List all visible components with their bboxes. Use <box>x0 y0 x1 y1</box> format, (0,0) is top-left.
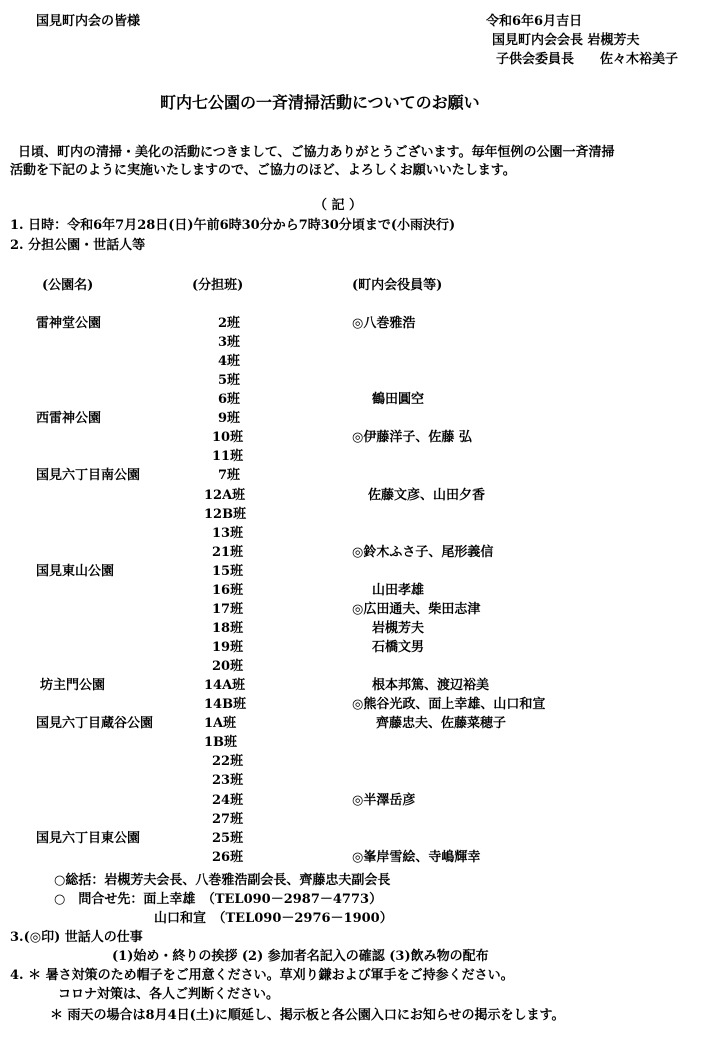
han-number: 5班 <box>218 373 241 389</box>
table-row <box>0 562 720 581</box>
officer-names: 石橋文男 <box>372 640 425 656</box>
table-row <box>0 505 720 524</box>
han-number: 24班 <box>212 792 244 808</box>
han-number: 17班 <box>212 601 244 617</box>
table-row <box>0 676 720 695</box>
officer-names: 鶴田圓空 <box>372 392 425 408</box>
officer-names: ◎広田通夫、柴田志津 <box>352 601 481 617</box>
table-row <box>0 752 720 771</box>
table-row <box>0 810 720 829</box>
table-row <box>0 524 720 543</box>
park-name: 雷神堂公園 <box>36 316 102 331</box>
officer-names: 山田孝雄 <box>372 582 425 598</box>
ki-heading: （ 記 ） <box>314 198 363 213</box>
han-number: 16班 <box>212 582 244 598</box>
table-row <box>0 791 720 810</box>
issue-date: 令和6年6月吉日 <box>486 14 583 29</box>
officer-names: 岩槻芳夫 <box>372 620 425 636</box>
han-number: 9班 <box>218 411 241 427</box>
table-row <box>0 638 720 657</box>
officer-names: 根本邦篤、渡辺裕美 <box>372 678 490 694</box>
officer-names: ◎半澤岳彦 <box>352 792 416 808</box>
han-number: 12A班 <box>204 487 246 503</box>
han-number: 7班 <box>218 468 241 484</box>
table-row <box>0 848 720 867</box>
park-name: 国見六丁目南公園 <box>36 468 141 484</box>
intro-line-1: 日頃、町内の清掃・美化の活動につきまして、ご協力ありがとうございます。毎年恒例の公園一斉清掃 <box>18 145 615 160</box>
table-row <box>0 657 720 676</box>
han-number: 22班 <box>212 754 244 770</box>
park-name: 西雷神公園 <box>36 411 102 427</box>
han-number: 1B班 <box>204 735 238 751</box>
han-number: 12B班 <box>204 506 247 522</box>
table-row <box>0 390 720 409</box>
table-row <box>0 829 720 848</box>
han-number: 21班 <box>212 544 244 560</box>
table-row <box>0 333 720 352</box>
sender-chairman: 国見町内会会長 岩槻芳夫 <box>492 33 640 48</box>
column-header-officer: (町内会役員等) <box>352 278 443 293</box>
table-row <box>0 581 720 600</box>
han-number: 4班 <box>218 354 241 370</box>
item-3-heading: 3.(◎印) 世話人の仕事 <box>10 930 143 945</box>
table-row <box>0 733 720 752</box>
han-number: 13班 <box>212 525 244 541</box>
contact-line-1: ○ 問合せ先：面上幸雄 （TEL090－2987－4773） <box>54 892 383 907</box>
han-number: 18班 <box>212 620 244 636</box>
item-4-rain: ＊ 雨天の場合は8月4日(土)に順延し、掲示板と各公園入口にお知らせの掲示をします。 <box>50 1008 565 1023</box>
han-number: 6班 <box>218 392 241 408</box>
park-name: 坊主門公園 <box>40 678 106 694</box>
table-row <box>0 486 720 505</box>
officer-names: ◎峯岸雪絵、寺嶋輝幸 <box>352 849 481 865</box>
document-title: 町内七公園の一斉清掃活動についてのお願い <box>160 93 480 112</box>
han-number: 11班 <box>212 449 244 465</box>
officer-names: ◎伊藤洋子、佐藤 弘 <box>352 430 472 446</box>
table-row <box>0 771 720 790</box>
column-header-han: (分担班) <box>192 278 244 293</box>
han-number: 25班 <box>212 830 244 846</box>
officer-names: ◎八巻雅浩 <box>352 316 416 331</box>
item-4-corona: コロナ対策は、各人ご判断ください。 <box>58 987 280 1002</box>
table-row <box>0 600 720 619</box>
han-number: 14A班 <box>204 678 246 694</box>
officer-names: ◎鈴木ふさ子、尾形義信 <box>352 544 494 560</box>
table-row <box>0 447 720 466</box>
han-number: 1A班 <box>204 716 237 732</box>
han-number: 20班 <box>212 659 244 675</box>
han-number: 27班 <box>212 811 244 827</box>
table-row <box>0 314 720 333</box>
item-2-heading: 2. 分担公園・世話人等 <box>10 238 146 253</box>
item-4-heat: 4. ＊ 暑さ対策のため帽子をご用意ください。草刈り鎌および軍手をご持参ください。 <box>10 968 514 983</box>
table-row <box>0 371 720 390</box>
addressee: 国見町内会の皆様 <box>36 14 141 29</box>
item-3-detail: (1)始め・終りの挨拶 (2) 参加者名記入の確認 (3)飲み物の配布 <box>112 949 489 964</box>
han-number: 19班 <box>212 640 244 656</box>
table-row <box>0 352 720 371</box>
officer-names: ◎熊谷光政、面上幸雄、山口和宣 <box>352 697 546 713</box>
han-number: 26班 <box>212 849 244 865</box>
item-1-datetime: 1. 日時：令和6年7月28日(日)午前6時30分から7時30分頃まで(小雨決行) <box>10 218 456 233</box>
han-number: 3班 <box>218 335 241 351</box>
han-number: 23班 <box>212 773 244 789</box>
han-number: 10班 <box>212 430 244 446</box>
table-row <box>0 466 720 485</box>
table-row <box>0 543 720 562</box>
han-number: 15班 <box>212 563 244 579</box>
intro-line-2: 活動を下記のように実施いたしますので、ご協力のほど、よろしくお願いいたします。 <box>10 163 516 178</box>
park-name: 国見東山公園 <box>36 563 115 579</box>
table-row <box>0 428 720 447</box>
officer-names: 齊藤忠夫、佐藤菜穂子 <box>376 716 507 732</box>
table-row <box>0 409 720 428</box>
park-name: 国見六丁目蔵谷公園 <box>36 716 154 732</box>
table-row <box>0 695 720 714</box>
han-number: 14B班 <box>204 697 247 713</box>
han-number: 2班 <box>218 316 241 331</box>
contact-line-2: 山口和宣 （TEL090－2976－1900） <box>154 911 393 926</box>
park-name: 国見六丁目東公園 <box>36 830 141 846</box>
table-row <box>0 714 720 733</box>
officer-names: 佐藤文彦、山田夕香 <box>368 487 486 503</box>
sender-youth-chair: 子供会委員長 佐々木裕美子 <box>496 52 679 67</box>
table-row <box>0 619 720 638</box>
column-header-park: (公園名) <box>42 278 94 293</box>
summary-line: ○総括：岩槻芳夫会長、八巻雅浩副会長、齊藤忠夫副会長 <box>54 873 391 888</box>
